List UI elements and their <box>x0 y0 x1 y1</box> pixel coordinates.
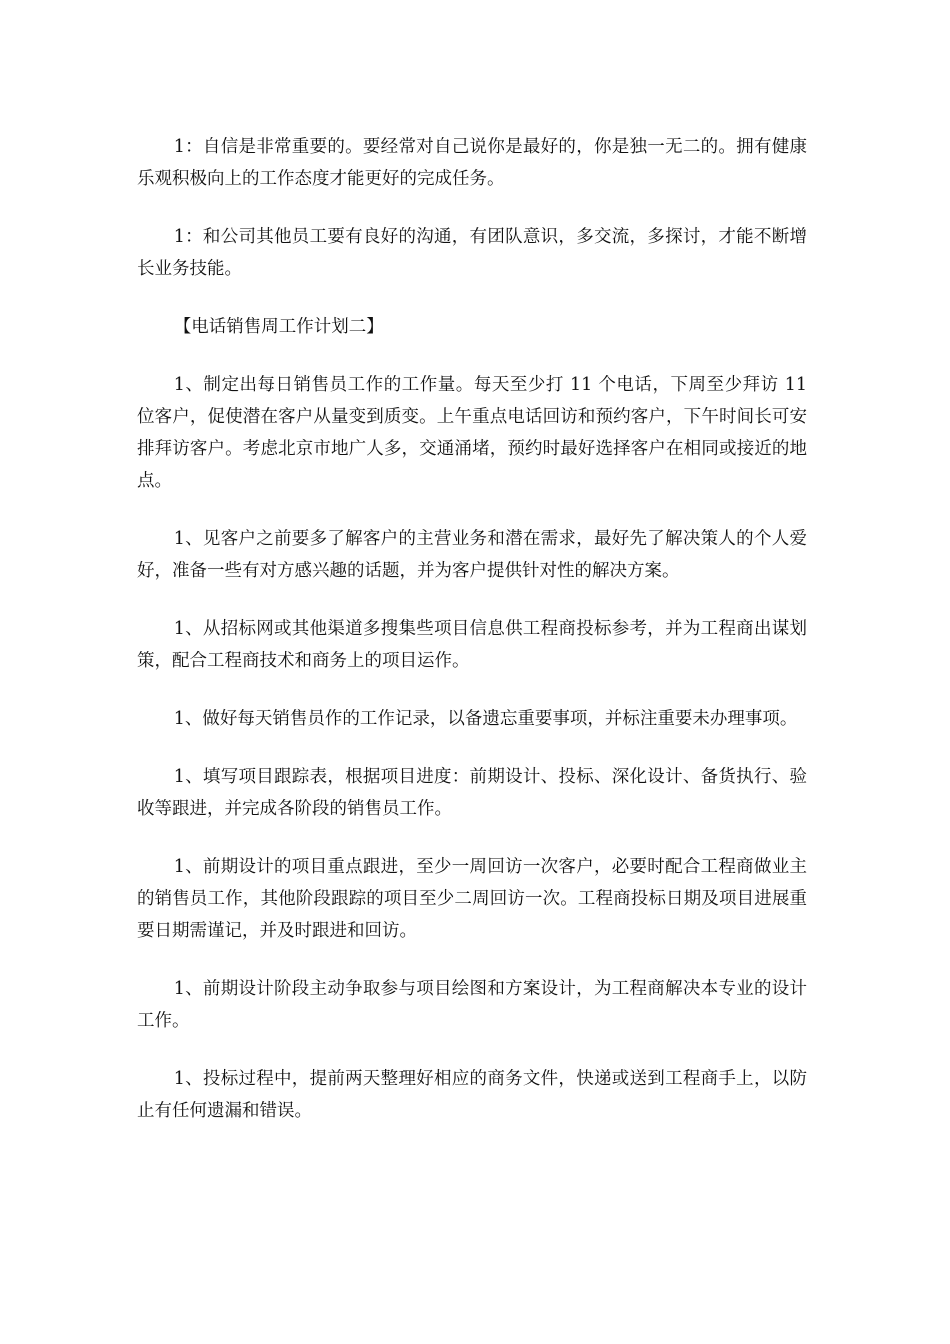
section-heading: 【电话销售周工作计划二】 <box>173 317 384 337</box>
paragraph-design-stage: 1、前期设计阶段主动争取参与项目绘图和方案设计，为工程商解决本专业的设计工作。 <box>137 979 807 1031</box>
paragraph-daily-workload: 1、制定出每日销售员工作的工作量。每天至少打 11 个电话，下周至少拜访 11 位客户，促使潜在客户从量变到质变。上午重点电话回访和预约客户，下午时间长可安排拜访客户。考虑北京市地广人多，交通涌堵，预约时最好选择客户在相同或接近的地点。 <box>137 375 807 491</box>
paragraph-client-research: 1、见客户之前要多了解客户的主营业务和潜在需求，最好先了解决策人的个人爱好，准备一些有对方感兴趣的话题，并为客户提供针对性的解决方案。 <box>137 529 807 581</box>
paragraph-communication: 1：和公司其他员工要有良好的沟通，有团队意识，多交流，多探讨，才能不断增长业务技能。 <box>137 227 807 279</box>
paragraph-work-record: 1、做好每天销售员作的工作记录，以备遗忘重要事项，并标注重要未办理事项。 <box>173 709 798 729</box>
paragraph-tracking-table: 1、填写项目跟踪表，根据项目进度：前期设计、投标、深化设计、备货执行、验收等跟进，并完成各阶段的销售员工作。 <box>137 767 807 819</box>
paragraph-project-info: 1、从招标网或其他渠道多搜集些项目信息供工程商投标参考，并为工程商出谋划策，配合工程商技术和商务上的项目运作。 <box>137 619 807 671</box>
paragraph-follow-up: 1、前期设计的项目重点跟进，至少一周回访一次客户，必要时配合工程商做业主的销售员工作，其他阶段跟踪的项目至少二周回访一次。工程商投标日期及项目进展重要日期需谨记，并及时跟进和回访。 <box>137 857 807 941</box>
document-body <box>137 131 807 1153</box>
paragraph-confidence: 1：自信是非常重要的。要经常对自己说你是最好的，你是独一无二的。拥有健康乐观积极向上的工作态度才能更好的完成任务。 <box>137 137 807 189</box>
paragraph-bidding: 1、投标过程中，提前两天整理好相应的商务文件，快递或送到工程商手上，以防止有任何遗漏和错误。 <box>137 1069 807 1121</box>
